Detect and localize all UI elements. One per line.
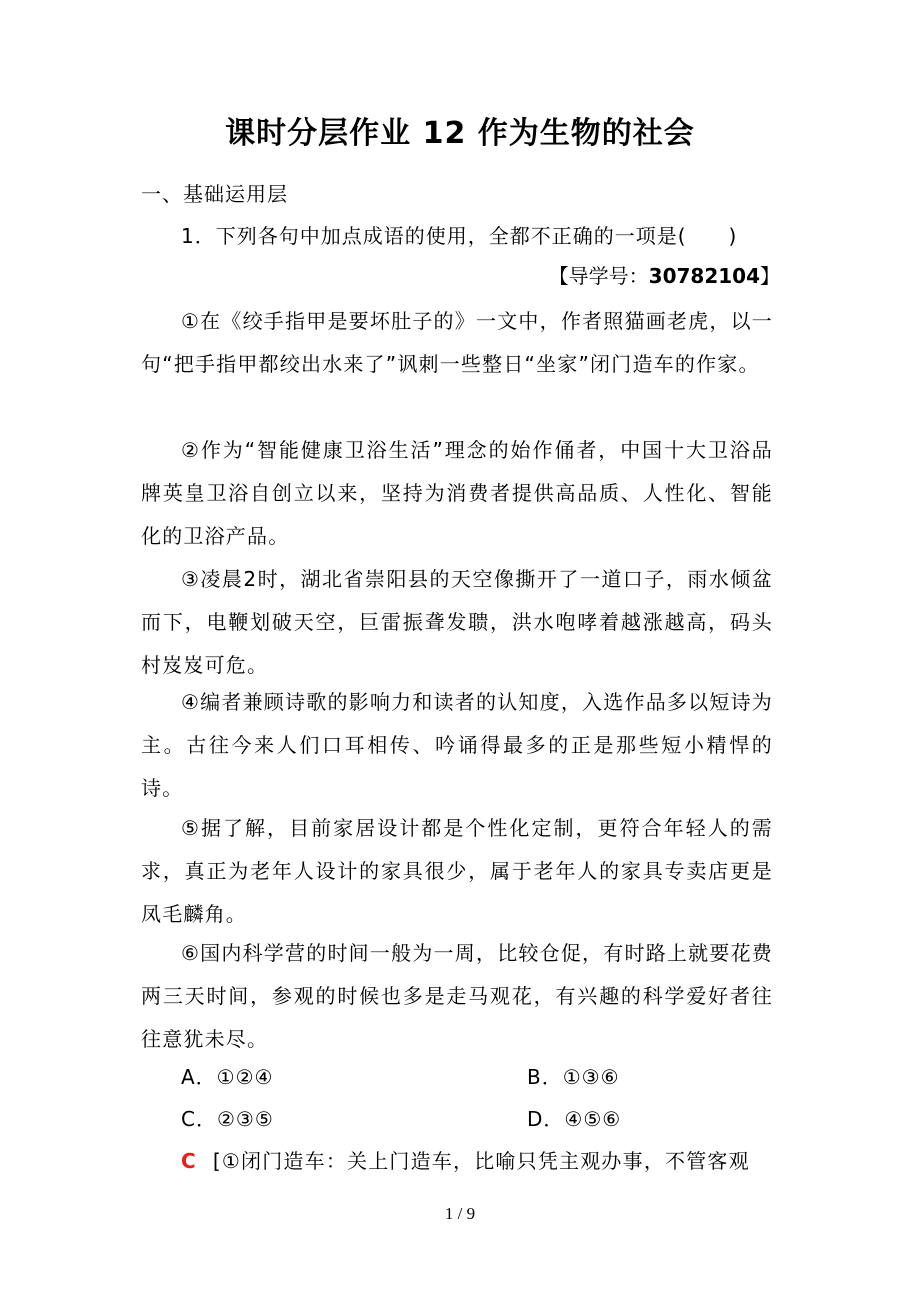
option-b: B．①③⑥ — [527, 1065, 620, 1089]
answer-explanation: [①闭门造车：关上门造车，比喻只凭主观办事，不管客观 — [212, 1149, 750, 1173]
sentence-3: ③凌晨2时，湖北省崇阳县的天空像撕开了一道口子，雨水倾盆而下，电鞭划破天空，巨雷振聋发聩，洪水咆哮着越涨越高，码头村岌岌可危。 — [141, 567, 773, 677]
page-title: 课时分层作业 12 作为生物的社会 — [225, 116, 695, 151]
question-stem: 1．下列各句中加点成语的使用，全都不正确的一项是( ) — [181, 224, 738, 248]
option-a: A．①②④ — [181, 1065, 274, 1089]
answer-letter: C — [181, 1149, 197, 1173]
sentence-2: ②作为“智能健康卫浴生活”理念的始作俑者，中国十大卫浴品牌英皇卫浴自创立以来，坚持为消费者提供高品质、人性化、智能化的卫浴产品。 — [141, 438, 773, 548]
doc-number — [0, 256, 780, 296]
sentence-5: ⑤据了解，目前家居设计都是个性化定制，更符合年轻人的需求，真正为老年人设计的家具很少，属于老年人的家具专卖店更是凤毛麟角。 — [141, 816, 773, 926]
page-indicator: 1 / 9 — [444, 1204, 476, 1223]
doc-number-label: 【导学号： — [548, 264, 649, 288]
option-c: C．②③⑤ — [181, 1107, 274, 1131]
doc-number-value: 30782104 — [648, 264, 760, 288]
doc-number-end: 】 — [760, 264, 780, 288]
option-d: D．④⑤⑥ — [527, 1107, 622, 1131]
sentence-6: ⑥国内科学营的时间一般为一周，比较仓促，有时路上就要花费两三天时间，参观的时候也多是走马观花，有兴趣的科学爱好者往往意犹未尽。 — [141, 941, 773, 1051]
section-heading: 一、基础运用层 — [141, 182, 288, 206]
sentence-1: ①在《绞手指甲是要坏肚子的》一文中，作者照猫画老虎，以一句“把手指甲都绞出水来了”讽刺一些整日“坐家”闭门造车的作家。 — [141, 309, 773, 376]
sentence-4: ④编者兼顾诗歌的影响力和读者的认知度，入选作品多以短诗为主。古往今来人们口耳相传、吟诵得最多的正是那些短小精悍的诗。 — [141, 690, 773, 800]
answer-line — [181, 1141, 750, 1181]
